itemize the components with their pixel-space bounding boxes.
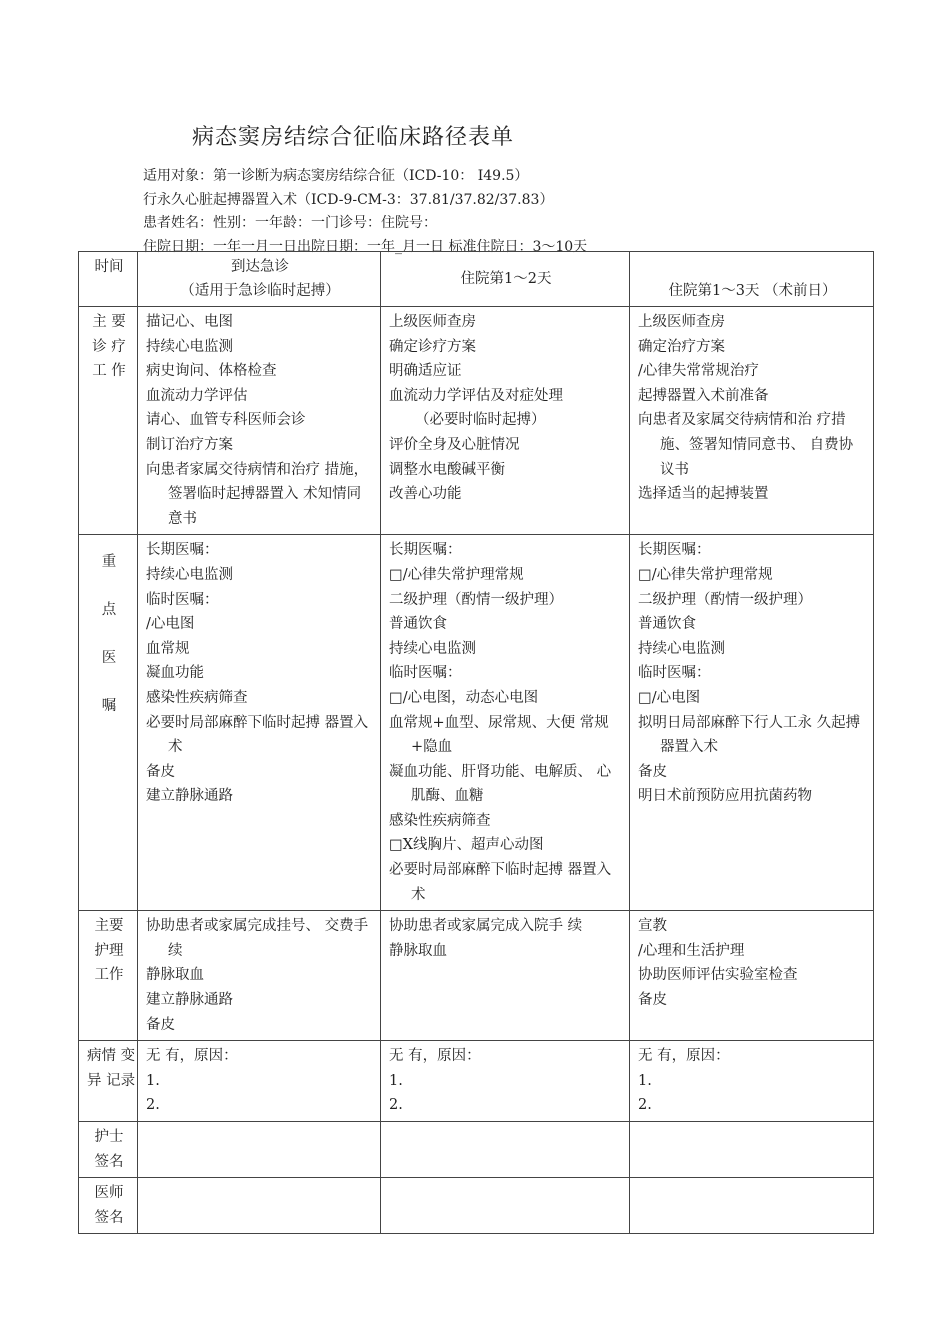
row-label-line: 病情 变 [87,1048,136,1065]
cell-line: 必要时局部麻醉下临时起搏 器置入术 [146,714,369,756]
cell-line: 凝血功能 [146,665,204,682]
col2-header: 住院第1〜2天 [381,252,630,307]
info-line-procedure: 行永久心脏起搏器置入术（ICD-9-CM-3：37.81/37.82/37.83） [143,191,554,208]
cell-line: 持续心电监测 [146,338,233,355]
cell-line: 向患者家属交待病情和治疗 措施，签署临时起搏器置入 术知情同意书 [146,461,369,527]
orders-col1 [138,535,381,911]
variation-row [79,1041,874,1122]
cell-line: 协助医师评估实验室检查 [638,967,798,984]
nursing-col1 [138,911,381,1041]
nurse-sign-label [79,1122,138,1178]
cell-line: 备皮 [638,992,667,1009]
cell-line: 临时医嘱： [638,665,711,682]
orders-col3 [630,535,874,911]
cell-line: 感染性疾病筛查 [146,689,248,706]
cell-line: 建立静脉通路 [146,992,233,1009]
cell-line: 无 有，原因： [389,1048,481,1065]
cell-line: 评价全身及心脏情况 [389,436,520,453]
main-work-label [79,307,138,535]
cell-line: 静脉取血 [389,942,447,959]
col1-header: 到达急诊 （适用于急诊临时起搏） [138,252,381,307]
row-label-line: 医师 [94,1185,124,1202]
row-label-line: 工作 [94,967,124,984]
row-label-line: 护士 [94,1129,124,1145]
cell-line: 确定诊疗方案 [389,338,476,355]
cell-line: 无 有，原因： [146,1048,238,1065]
info-line-dates: 住院日期：一年一月一日出院日期：一年_月一日 标准住院日：3〜10天 [143,238,588,255]
variation-col3 [630,1041,874,1122]
main-work-col1 [138,307,381,535]
nursing-label [79,911,138,1041]
cell-line: □/心电图，动态心电图 [389,689,539,706]
variation-col2 [381,1041,630,1122]
doctor-sign-cell-2[interactable] [381,1178,630,1234]
cell-line: 二级护理（酌情一级护理） [389,591,563,608]
cell-line: 必要时局部麻醉下临时起搏 器置入术 [389,862,612,903]
cell-line: 建立静脉通路 [146,788,233,805]
variation-col1 [138,1041,381,1122]
cell-line: 2. [146,1097,160,1114]
cell-line: 上级医师查房 [638,314,725,330]
row-label-line: 异 记录 [87,1072,136,1089]
cell-line: 起搏器置入术前准备 [638,387,769,404]
cell-line: 向患者及家属交待病情和治 疗措施、签署知情同意书、 自费协议书 [638,412,854,478]
col3-header: 住院第1〜3天 （术前日） [630,252,874,307]
cell-line: 调整水电酸碱平衡 [389,461,505,478]
nurse-sign-row [79,1122,874,1178]
pathway-table [78,251,874,1234]
nurse-sign-cell-1[interactable] [138,1122,381,1178]
nursing-col3 [630,911,874,1041]
cell-line: 血流动力学评估 [146,387,248,404]
cell-line: 请心、血管专科医师会诊 [146,412,306,429]
cell-line: 感染性疾病筛查 [389,812,491,829]
cell-line: 二级护理（酌情一级护理） [638,591,812,608]
doctor-sign-label [79,1178,138,1234]
doctor-sign-cell-3[interactable] [630,1178,874,1234]
orders-row [79,535,874,911]
cell-line: 确定治疗方案 [638,338,725,355]
cell-line: 备皮 [146,1016,175,1033]
cell-line: 1. [638,1072,652,1089]
cell-line: /心理和生活护理 [638,942,745,959]
info-block [143,165,587,259]
cell-line: 病史询问、体格检查 [146,363,277,380]
cell-line: 普通饮食 [638,616,696,633]
cell-line: 临时医嘱： [146,591,219,608]
nursing-col2 [381,911,630,1041]
cell-line: 备皮 [146,763,175,780]
cell-line: 协助患者或家属完成挂号、 交费手续 [146,918,369,959]
cell-line: 明确适应证 [389,363,462,380]
cell-line: 2. [389,1097,403,1114]
cell-line: 宣教 [638,918,667,935]
cell-line: □/心电图 [638,689,701,706]
cell-line: 拟明日局部麻醉下行人工永 久起搏器置入术 [638,714,861,756]
doctor-sign-cell-1[interactable] [138,1178,381,1234]
cell-line: 1. [146,1072,160,1089]
row-label-line: 签名 [94,1153,124,1170]
cell-line: 静脉取血 [146,967,204,984]
time-header: 时间 [79,252,138,307]
variation-label [79,1041,138,1122]
cell-line: 临时医嘱： [389,665,462,682]
row-label-line: 点 [101,602,117,619]
cell-line: 血常规 [146,640,190,657]
doctor-sign-row [79,1178,874,1234]
cell-line: 制订治疗方案 [146,436,233,453]
cell-line: /心律失常常规治疗 [638,363,759,380]
cell-line: 血常规+血型、尿常规、大便 常规+隐血 [389,714,609,756]
cell-line: 1. [389,1072,403,1089]
info-line-patient: 患者姓名：性别：一年龄：一门诊号：住院号： [143,215,437,231]
row-label-line: 医 [101,650,117,667]
orders-col2 [381,535,630,911]
row-label-line: 签名 [94,1209,124,1226]
nurse-sign-cell-2[interactable] [381,1122,630,1178]
main-work-row [79,307,874,535]
nursing-row [79,911,874,1041]
cell-line: 明日术前预防应用抗菌药物 [638,788,812,805]
cell-line: □/心律失常护理常规 [389,566,524,583]
row-label-line: 主 要 [92,314,126,330]
nurse-sign-cell-3[interactable] [630,1122,874,1178]
cell-line: /心电图 [146,616,195,633]
cell-line: 长期医嘱： [638,542,711,559]
cell-line: 持续心电监测 [638,640,725,657]
cell-line: 长期医嘱： [389,542,462,559]
row-label-line: 嘱 [101,698,117,715]
main-work-col3 [630,307,874,535]
cell-line: 选择适当的起搏装置 [638,486,769,503]
cell-line: 备皮 [638,763,667,780]
cell-line: 描记心、电图 [146,314,233,330]
page-title: 病态窦房结综合征临床路径表单 [192,125,515,150]
row-label-line: 工 作 [92,363,126,380]
cell-line: 血流动力学评估及对症处理 [389,387,563,404]
cell-line: □X线胸片、超声心动图 [389,837,544,854]
row-label-line: 诊 疗 [92,338,126,355]
cell-line: （必要时临时起搏） [415,412,546,429]
header-row [79,252,874,307]
cell-line: 上级医师查房 [389,314,476,330]
cell-line: 凝血功能、肝肾功能、电解质、 心肌酶、血糖 [389,763,612,805]
cell-line: 长期医嘱： [146,542,219,559]
cell-line: 协助患者或家属完成入院手 续 [389,918,583,935]
main-work-col2 [381,307,630,535]
info-line-applicable: 适用对象：第一诊断为病态窦房结综合征（ICD-10： I49.5） [143,168,529,184]
cell-line: 改善心功能 [389,486,462,503]
cell-line: 持续心电监测 [146,566,233,583]
cell-line: 无 有，原因： [638,1048,730,1065]
cell-line: 2. [638,1097,652,1114]
row-label-line: 重 [101,554,117,571]
cell-line: 持续心电监测 [389,640,476,657]
row-label-line: 护理 [94,942,124,959]
cell-line: 普通饮食 [389,616,447,633]
row-label-line: 主要 [94,918,124,935]
orders-label [79,535,138,911]
cell-line: □/心律失常护理常规 [638,566,773,583]
